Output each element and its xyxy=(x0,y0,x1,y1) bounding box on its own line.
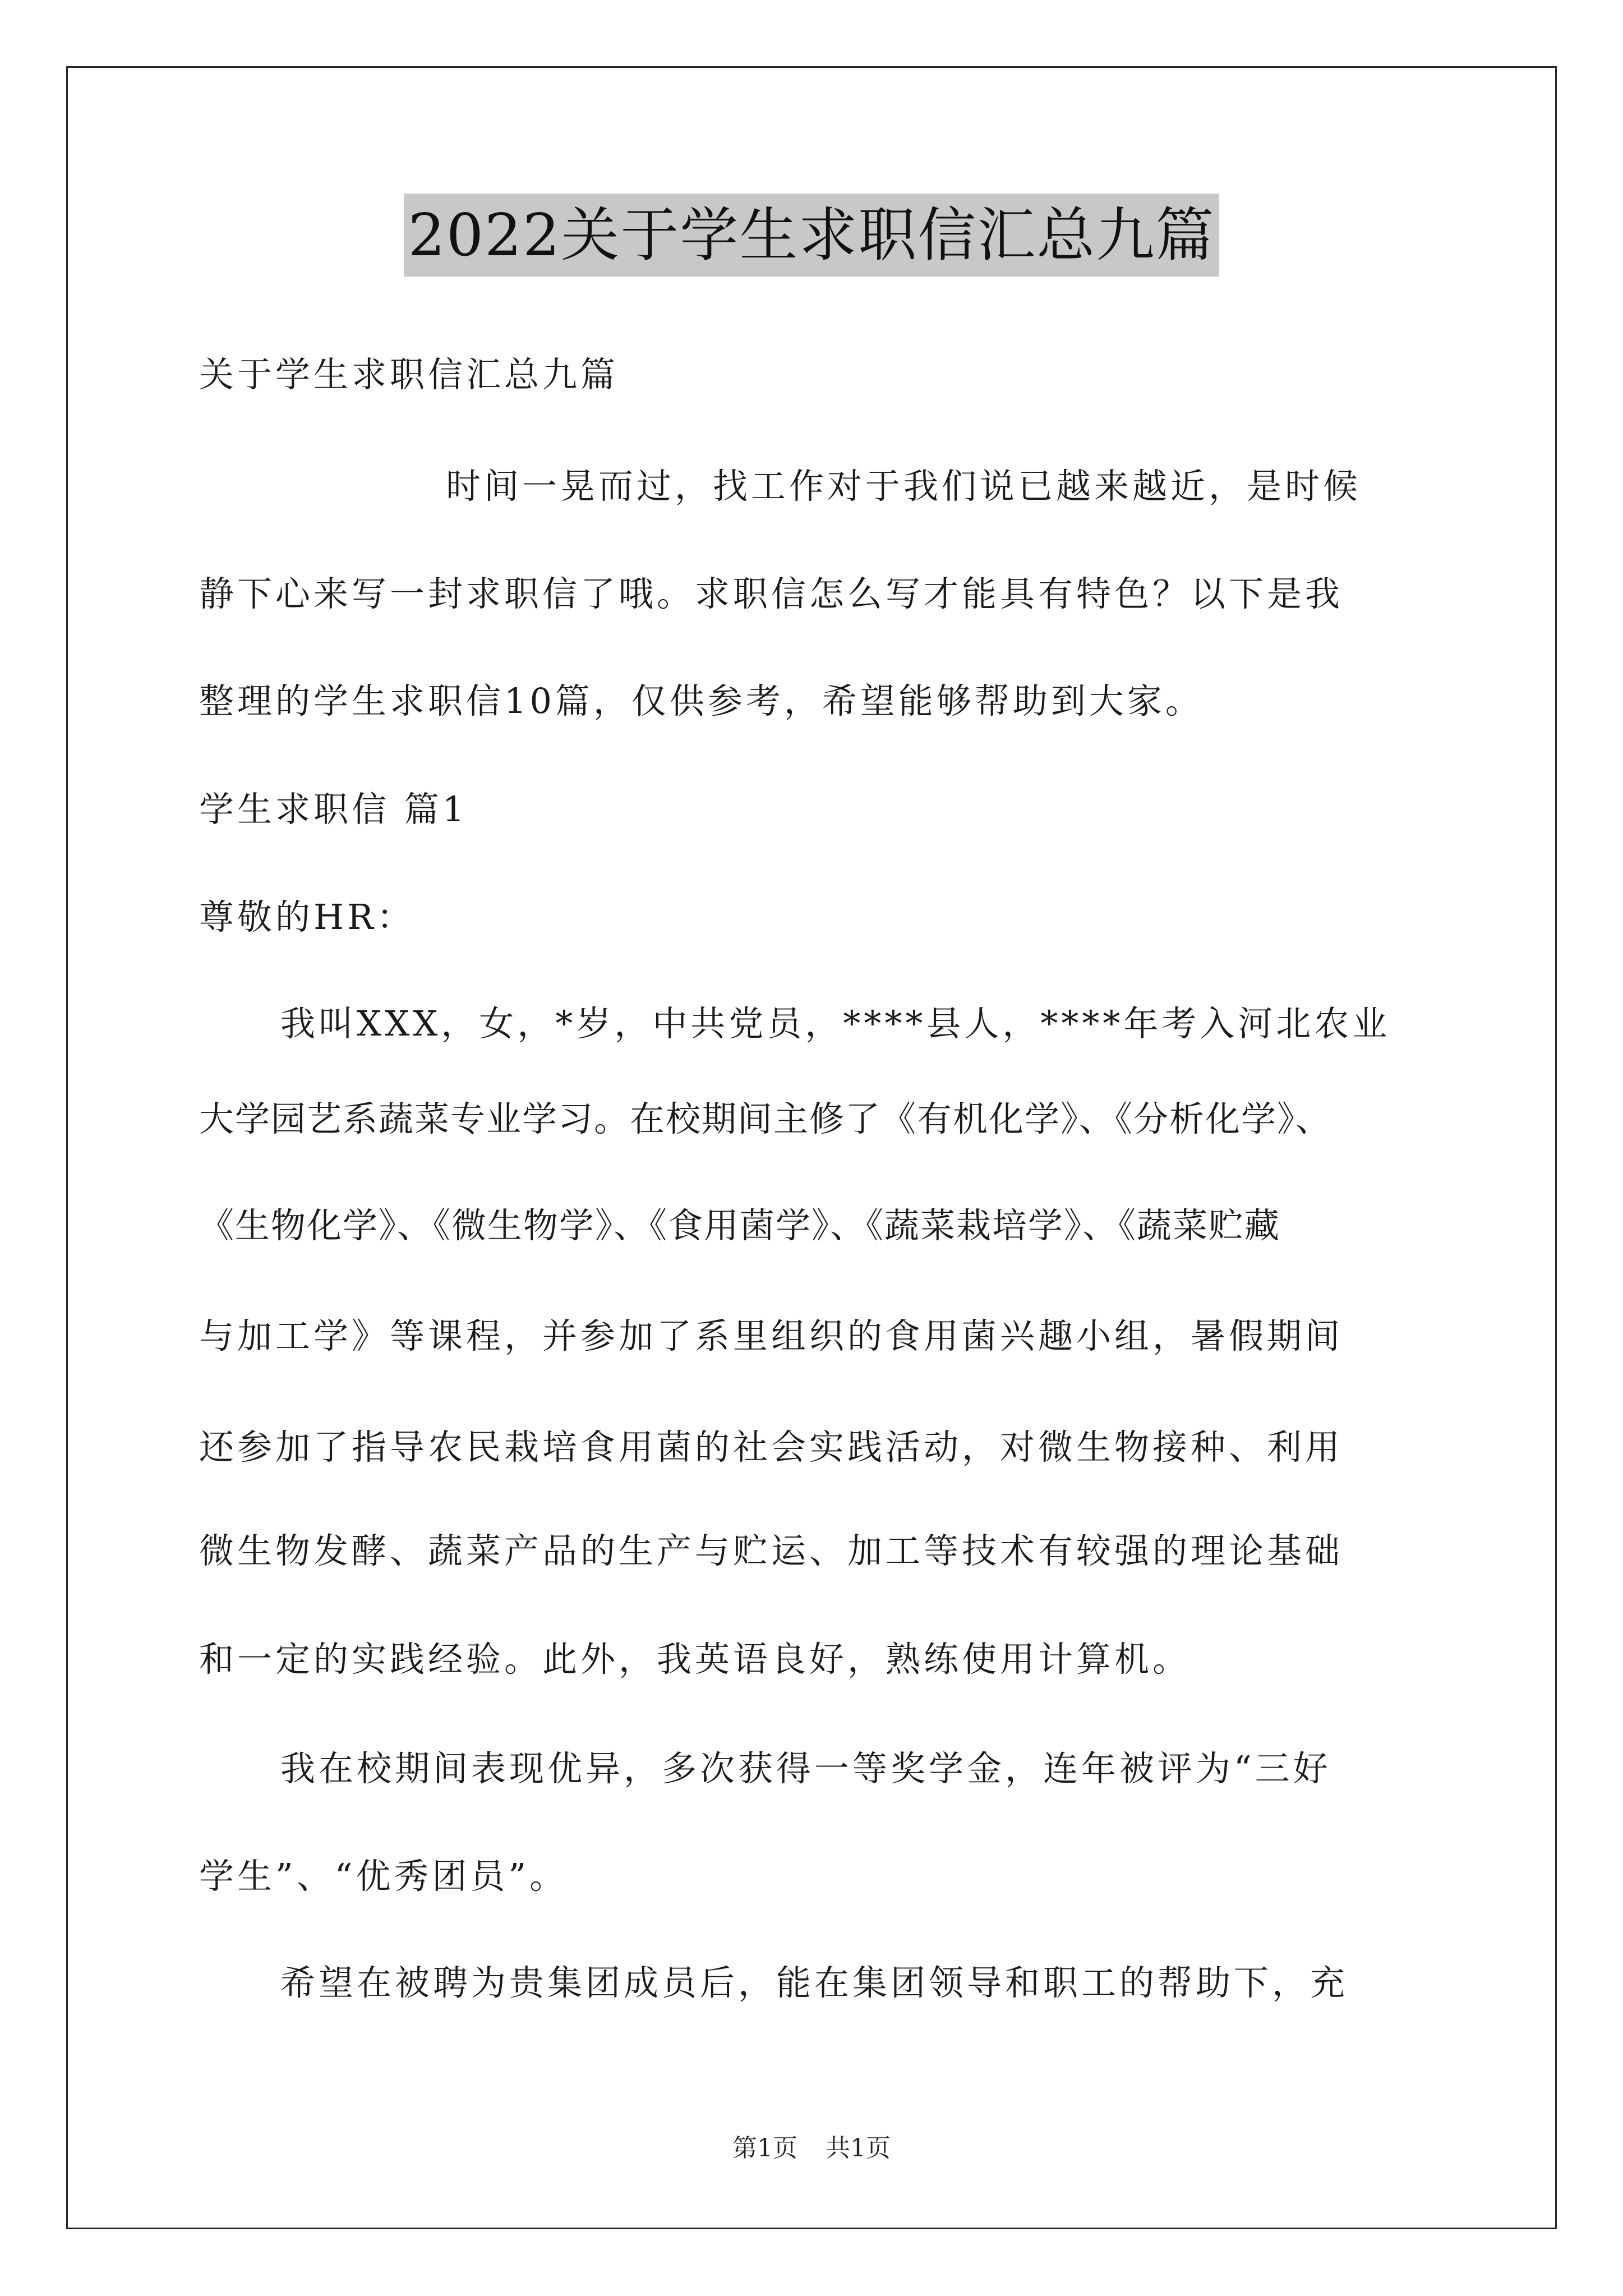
page-footer xyxy=(0,2132,1623,2165)
title-container xyxy=(0,194,1623,277)
paragraph-line: 与加工学》等课程，并参加了系里组织的食用菌兴趣小组，暑假期间 xyxy=(199,1315,1344,1356)
page-total: 共1页 xyxy=(826,2134,891,2162)
paragraph-line: 《生物化学》、《微生物学》、《食用菌学》、《蔬菜栽培学》、《蔬菜贮藏 xyxy=(199,1205,1281,1246)
paragraph-line: 微生物发酵、蔬菜产品的生产与贮运、加工等技术有较强的理论基础 xyxy=(199,1530,1344,1571)
paragraph-line: 学生”、“优秀团员”。 xyxy=(199,1856,568,1897)
paragraph-line: 希望在被聘为贵集团成员后，能在集团领导和职工的帮助下，充 xyxy=(280,1962,1349,2003)
paragraph-line: 整理的学生求职信10篇，仅供参考，希望能够帮助到大家。 xyxy=(199,680,1204,721)
paragraph-line: 和一定的实践经验。此外，我英语良好，熟练使用计算机。 xyxy=(199,1639,1191,1680)
section-heading: 学生求职信 篇1 xyxy=(199,789,468,830)
paragraph-line: 还参加了指导农民栽培食用菌的社会实践活动，对微生物接种、利用 xyxy=(199,1427,1344,1467)
paragraph-line: 大学园艺系蔬菜专业学习。在校期间主修了《有机化学》、《分析化学》、 xyxy=(199,1098,1332,1139)
paragraph-line: 我在校期间表现优异，多次获得一等奖学金，连年被评为“三好 xyxy=(280,1748,1331,1789)
paragraph-line: 时间一晃而过，找工作对于我们说已越来越近，是时候 xyxy=(446,466,1362,507)
subtitle-line: 关于学生求职信汇总九篇 xyxy=(199,354,619,395)
document-title: 2022关于学生求职信汇总九篇 xyxy=(404,194,1220,277)
page-number: 第1页 xyxy=(732,2134,797,2162)
paragraph-line: 静下心来写一封求职信了哦。求职信怎么写才能具有特色？以下是我 xyxy=(199,573,1344,614)
salutation-line: 尊敬的HR： xyxy=(199,896,415,937)
paragraph-line: 我叫XXX，女，*岁，中共党员，****县人，****年考入河北农业 xyxy=(280,1003,1391,1044)
